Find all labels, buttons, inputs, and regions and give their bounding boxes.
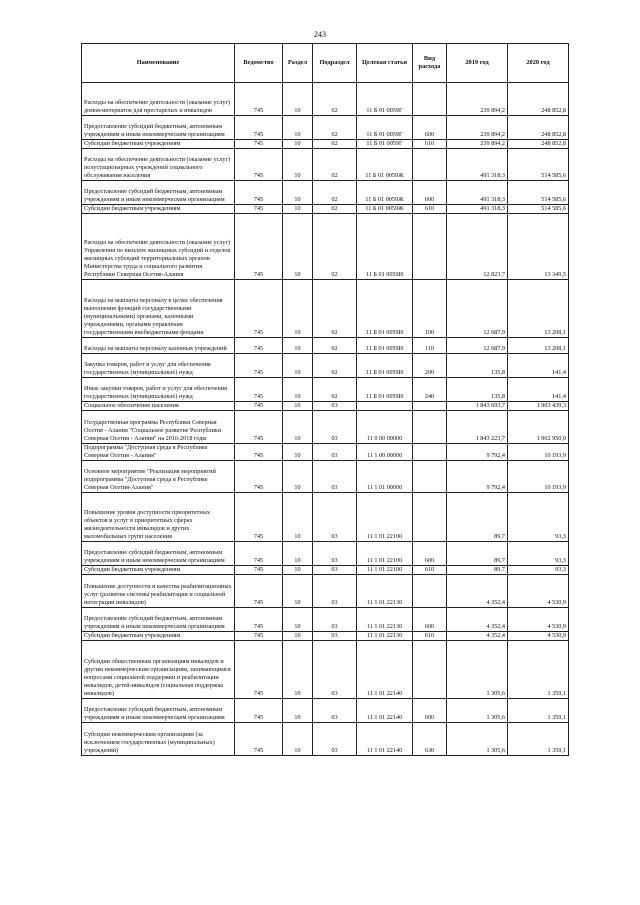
row-name: Субсидии некоммерческим организациям (за исключением государственных (муниципальных) учреждений) [82,723,235,756]
row-section: 10 [283,280,313,338]
header-year-2020: 2020 год [508,44,569,83]
row-target-article [357,402,413,411]
budget-table [81,43,569,756]
row-amount-2020: 514 585,6 [508,205,569,214]
table-row [82,181,569,205]
table-row [82,723,569,756]
row-target-article: 11 1 01 22100 [357,493,413,542]
row-section: 10 [283,116,313,140]
page-number: 243 [314,30,326,39]
row-name: Расходы на выплаты персоналу казенных учреждений [82,338,235,354]
table-row [82,214,569,280]
row-section: 10 [283,461,313,493]
table-row [82,140,569,149]
row-amount-2020: 93,3 [508,566,569,575]
row-target-article: 11 Б 01 0059И [357,378,413,402]
row-amount-2019: 491 318,3 [447,149,508,181]
row-section: 10 [283,493,313,542]
row-name: Расходы на обеспечение деятельности (оказание услуг) Управления по выплате жилищных субсидий и отделов жилищных субсидий территориальных органов Министерства труда и социального развития Республики Северная Осетия-Алания [82,214,235,280]
row-name: Повышение уровня доступности приоритетных объектов и услуг в приоритетных сферах жизнедеятельности инвалидов и других маломобильных групп населения [82,493,235,542]
row-target-article: 11 Б 01 0059Г [357,116,413,140]
row-expense-type [413,461,447,493]
row-name: Социальное обеспечение населения [82,402,235,411]
row-amount-2020: 1 902 950,0 [508,411,569,444]
row-amount-2019: 89,7 [447,542,508,566]
row-name: Субсидии бюджетным учреждениям [82,566,235,575]
row-expense-type: 600 [413,542,447,566]
row-subsection: 03 [313,461,357,493]
row-amount-2020: 10 193,9 [508,444,569,461]
row-name: Расходы на выплаты персоналу в целях обеспечения выполнения функций государственными (муниципальными) органами, казенными учреждениями, органами управления государственными внебюджетными фондами [82,280,235,338]
row-subsection: 02 [313,181,357,205]
row-name: Предоставление субсидий бюджетным, автономным учреждениям и иным некоммерческим организациям [82,542,235,566]
row-expense-type: 610 [413,566,447,575]
table-row [82,641,569,699]
table-row [82,608,569,632]
row-amount-2019: 1 305,6 [447,699,508,723]
row-expense-type: 600 [413,608,447,632]
row-section: 10 [283,575,313,608]
row-subsection: 03 [313,632,357,641]
row-name: Субсидии общественным организациям инвалидов и другим некоммерческим организациям, занимающимся вопросами социальной поддержки и реабилитации инвалидов, детей-инвалидов (социальная поддержка инвалидов) [82,641,235,699]
row-subsection: 03 [313,566,357,575]
row-department: 745 [235,411,283,444]
header-expense-type: Вид расхода [413,44,447,83]
row-section: 10 [283,140,313,149]
row-subsection: 03 [313,444,357,461]
header-name: Наименование [82,44,235,83]
table-row [82,699,569,723]
row-name: Субсидии бюджетным учреждениям [82,205,235,214]
row-department: 745 [235,461,283,493]
row-amount-2020: 10 193,9 [508,461,569,493]
row-amount-2020: 1 359,1 [508,699,569,723]
row-target-article: 11 1 00 00000 [357,444,413,461]
row-amount-2020: 13 208,1 [508,338,569,354]
table-row [82,116,569,140]
row-subsection: 02 [313,83,357,116]
row-subsection: 03 [313,402,357,411]
row-expense-type [413,214,447,280]
row-amount-2019: 239 894,2 [447,140,508,149]
row-department: 745 [235,83,283,116]
row-section: 10 [283,181,313,205]
row-amount-2019: 135,8 [447,378,508,402]
row-name: Предоставление субсидий бюджетным, автономным учреждениям и иным некоммерческим организациям [82,699,235,723]
row-expense-type: 610 [413,632,447,641]
table-row [82,205,569,214]
header-section: Раздел [283,44,313,83]
table-body [82,83,569,756]
row-department: 745 [235,542,283,566]
row-department: 745 [235,116,283,140]
row-amount-2020: 1 359,1 [508,641,569,699]
row-target-article: 11 Б 01 0059Ж [357,205,413,214]
row-amount-2020: 248 852,8 [508,116,569,140]
row-department: 745 [235,354,283,378]
row-section: 10 [283,354,313,378]
row-expense-type: 240 [413,378,447,402]
row-amount-2019: 1 305,6 [447,723,508,756]
table-row [82,444,569,461]
row-subsection: 02 [313,116,357,140]
row-department: 745 [235,493,283,542]
row-expense-type [413,411,447,444]
row-amount-2019: 12 687,9 [447,338,508,354]
row-amount-2019: 491 318,3 [447,181,508,205]
row-subsection: 02 [313,214,357,280]
row-subsection: 02 [313,280,357,338]
row-name: Расходы на обеспечение деятельности (оказание услуг) полустационарных учреждений социального обслуживания населения [82,149,235,181]
row-amount-2020: 93,3 [508,493,569,542]
row-target-article: 11 Б 01 0059И [357,280,413,338]
row-subsection: 02 [313,205,357,214]
row-amount-2019: 9 792,4 [447,461,508,493]
row-target-article: 11 Б 01 0059И [357,214,413,280]
row-expense-type [413,444,447,461]
table-row [82,280,569,338]
row-expense-type [413,149,447,181]
row-amount-2019: 1 843 693,7 [447,402,508,411]
row-section: 10 [283,641,313,699]
row-expense-type: 600 [413,699,447,723]
row-target-article: 11 1 01 22130 [357,575,413,608]
row-department: 745 [235,214,283,280]
row-department: 745 [235,402,283,411]
row-name: Закупка товаров, работ и услуг для обеспечения государственных (муниципальных) нужд [82,354,235,378]
row-amount-2019: 12 687,9 [447,280,508,338]
table-row [82,566,569,575]
row-section: 10 [283,214,313,280]
row-subsection: 03 [313,575,357,608]
row-subsection: 03 [313,641,357,699]
row-subsection: 03 [313,723,357,756]
row-name: Субсидии бюджетным учреждениям [82,140,235,149]
header-department: Ведомство [235,44,283,83]
row-section: 10 [283,411,313,444]
row-target-article: 11 1 01 00000 [357,461,413,493]
row-name: Государственная программа Республики Северная Осетия - Алания "Социальное развитие Республики Северная Осетия - Алания" на 2016-2018 годы [82,411,235,444]
row-target-article: 11 Б 01 0059Ж [357,181,413,205]
row-name: Предоставление субсидий бюджетным, автономным учреждениям и иным некоммерческим организациям [82,608,235,632]
row-amount-2020: 4 530,9 [508,575,569,608]
row-expense-type [413,402,447,411]
row-subsection: 03 [313,493,357,542]
table-row [82,632,569,641]
row-target-article: 11 1 01 22130 [357,608,413,632]
row-department: 745 [235,444,283,461]
row-amount-2020: 248 852,8 [508,83,569,116]
row-expense-type [413,575,447,608]
row-section: 10 [283,378,313,402]
row-expense-type [413,493,447,542]
row-amount-2020: 514 585,6 [508,181,569,205]
row-amount-2020: 514 585,6 [508,149,569,181]
row-amount-2019: 1 305,6 [447,641,508,699]
row-department: 745 [235,723,283,756]
row-section: 10 [283,205,313,214]
row-target-article: 11 1 01 22140 [357,641,413,699]
row-section: 10 [283,608,313,632]
row-target-article: 11 1 01 22100 [357,566,413,575]
row-name: Расходы на обеспечение деятельности (оказание услуг) домов-интернатов для престарелых и инвалидов [82,83,235,116]
row-amount-2020: 1 903 439,3 [508,402,569,411]
row-amount-2019: 4 352,4 [447,632,508,641]
table-row [82,402,569,411]
row-amount-2019: 239 894,2 [447,83,508,116]
row-section: 10 [283,699,313,723]
row-amount-2019: 89,7 [447,566,508,575]
row-department: 745 [235,378,283,402]
row-expense-type: 610 [413,205,447,214]
table-row [82,149,569,181]
row-target-article: 11 1 01 22140 [357,723,413,756]
row-target-article: 11 Б 01 0059Ж [357,149,413,181]
row-subsection: 03 [313,699,357,723]
row-expense-type [413,83,447,116]
row-amount-2019: 89,7 [447,493,508,542]
row-name: Иные закупки товаров, работ и услуг для обеспечения государственных (муниципальных) нужд [82,378,235,402]
row-section: 10 [283,723,313,756]
row-section: 10 [283,402,313,411]
row-subsection: 02 [313,378,357,402]
row-expense-type: 100 [413,280,447,338]
row-amount-2020: 248 852,8 [508,140,569,149]
row-amount-2020: 1 359,1 [508,723,569,756]
row-section: 10 [283,566,313,575]
row-subsection: 02 [313,338,357,354]
row-section: 10 [283,632,313,641]
table-row [82,493,569,542]
row-department: 745 [235,205,283,214]
row-section: 10 [283,444,313,461]
row-section: 10 [283,542,313,566]
row-subsection: 03 [313,608,357,632]
row-name: Повышение доступности и качества реабилитационных услуг (развитие системы реабилитации и социальной интеграции инвалидов) [82,575,235,608]
row-department: 745 [235,181,283,205]
row-department: 745 [235,566,283,575]
row-target-article: 11 1 01 22130 [357,632,413,641]
header-year-2019: 2019 год [447,44,508,83]
row-amount-2019: 9 792,4 [447,444,508,461]
table-row [82,354,569,378]
row-department: 745 [235,575,283,608]
table-header-row [82,44,569,83]
row-department: 745 [235,608,283,632]
row-subsection: 02 [313,140,357,149]
table-row [82,411,569,444]
row-amount-2019: 12 823,7 [447,214,508,280]
row-amount-2019: 239 894,2 [447,116,508,140]
row-department: 745 [235,338,283,354]
row-name: Субсидии бюджетным учреждениям [82,632,235,641]
row-amount-2020: 4 530,9 [508,608,569,632]
row-target-article: 11 Б 01 0059И [357,338,413,354]
table-row [82,575,569,608]
row-target-article: 11 Б 01 0059Г [357,83,413,116]
row-expense-type [413,641,447,699]
row-amount-2020: 141,4 [508,354,569,378]
row-department: 745 [235,641,283,699]
row-name: Предоставление субсидий бюджетным, автономным учреждениям и иным некоммерческим организациям [82,181,235,205]
row-expense-type: 600 [413,116,447,140]
row-amount-2019: 491 318,3 [447,205,508,214]
row-expense-type: 610 [413,140,447,149]
row-target-article: 11 0 00 00000 [357,411,413,444]
header-target-article: Целевая статья [357,44,413,83]
row-expense-type: 200 [413,354,447,378]
table-row [82,338,569,354]
table-row [82,542,569,566]
row-amount-2019: 135,8 [447,354,508,378]
row-department: 745 [235,280,283,338]
row-section: 10 [283,83,313,116]
row-section: 10 [283,338,313,354]
row-amount-2019: 4 352,4 [447,608,508,632]
row-expense-type: 630 [413,723,447,756]
row-department: 745 [235,632,283,641]
row-amount-2019: 4 352,4 [447,575,508,608]
row-subsection: 03 [313,411,357,444]
row-target-article: 11 Б 01 0059И [357,354,413,378]
row-name: Подпрограмма "Доступная среда в Республике Северная Осетия - Алания" [82,444,235,461]
row-amount-2020: 4 530,9 [508,632,569,641]
row-amount-2019: 1 843 223,7 [447,411,508,444]
row-expense-type: 110 [413,338,447,354]
row-section: 10 [283,149,313,181]
row-department: 745 [235,149,283,181]
row-subsection: 02 [313,354,357,378]
row-subsection: 02 [313,149,357,181]
row-target-article: 11 1 01 22100 [357,542,413,566]
header-subsection: Подраздел [313,44,357,83]
table-row [82,378,569,402]
row-amount-2020: 13 208,1 [508,280,569,338]
table-row [82,461,569,493]
row-subsection: 03 [313,542,357,566]
row-target-article: 11 Б 01 0059Г [357,140,413,149]
row-department: 745 [235,140,283,149]
row-amount-2020: 13 349,5 [508,214,569,280]
row-target-article: 11 1 01 22140 [357,699,413,723]
row-name: Основное мероприятие "Реализация мероприятий подпрограммы "Доступная среда в Республике Северная Осетия-Алания" [82,461,235,493]
table-row [82,83,569,116]
row-amount-2020: 93,3 [508,542,569,566]
row-expense-type: 600 [413,181,447,205]
row-amount-2020: 141,4 [508,378,569,402]
row-name: Предоставление субсидий бюджетным, автономным учреждениям и иным некоммерческим организациям [82,116,235,140]
row-department: 745 [235,699,283,723]
